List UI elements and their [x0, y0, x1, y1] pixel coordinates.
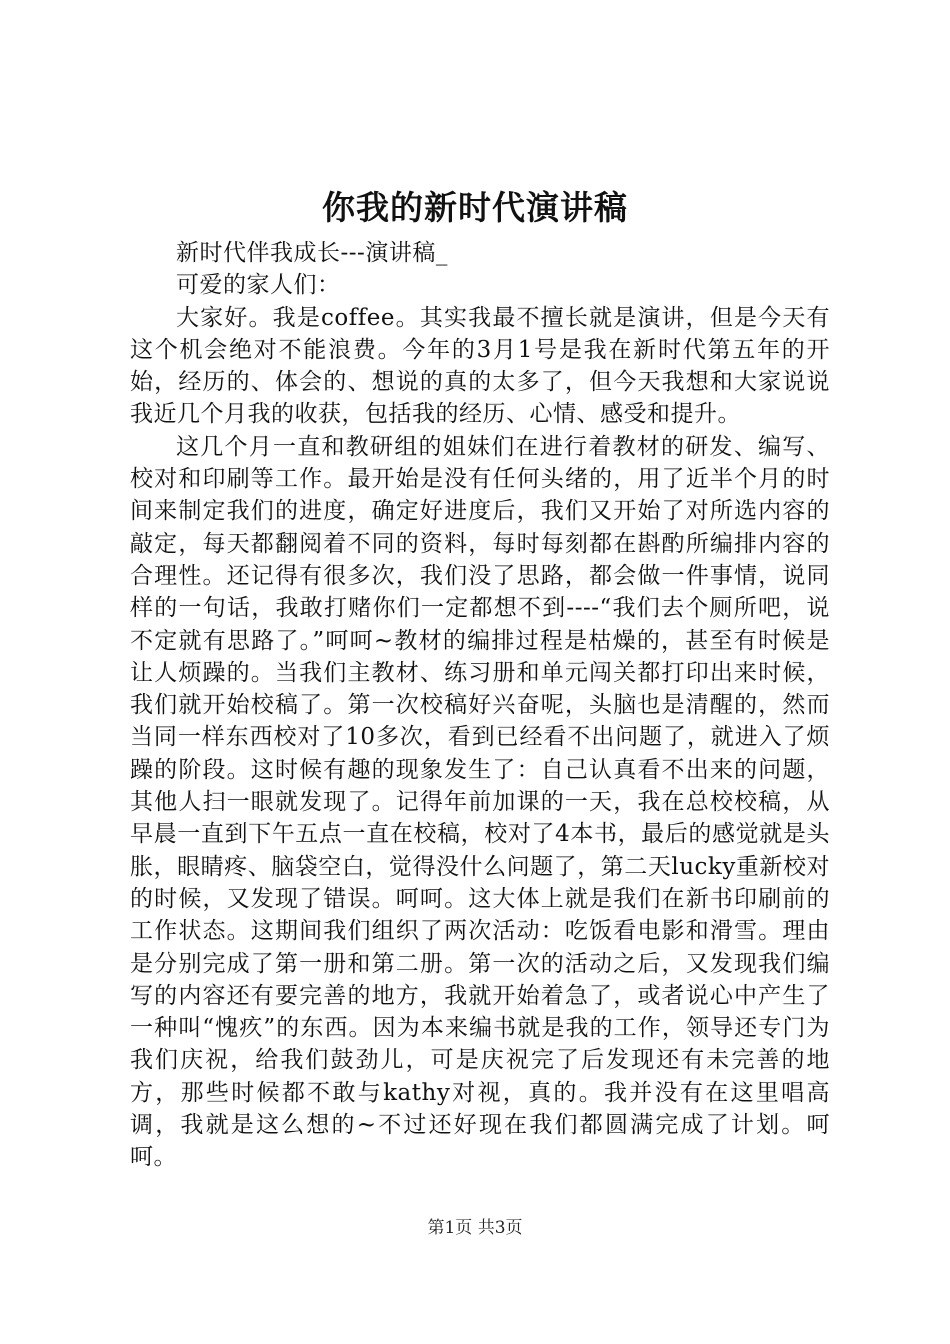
subtitle-paragraph: 新时代伴我成长---演讲稿_	[176, 240, 448, 266]
document-body	[130, 237, 830, 1174]
salutation-paragraph: 可爱的家人们：	[176, 272, 341, 299]
page-number-footer: 第1页 共3页	[427, 1218, 523, 1238]
document-title: 你我的新时代演讲稿	[322, 188, 628, 227]
body-paragraph: 这几个月一直和教研组的姐妹们在进行着教材的研发、编写、校对和印刷等工作。最开始是没有任何头绪的，用了近半个月的时间来制定我们的进度，确定好进度后，我们又开始了对所选内容的敲定，每天都翻阅着不同的资料，每时每刻都在斟酌所编排内容的合理性。还记得有很多次，我们没了思路，都会做一件事情，说同样的一句话，我敢打赌你们一定都想不到----“我们去个厕所吧，说不定就有思路了。”呵呵~教材的编排过程是枯燥的，甚至有时候是让人烦躁的。当我们主教材、练习册和单元闯关都打印出来时候，我们就开始校稿了。第一次校稿好兴奋呢，头脑也是清醒的，然而当同一样东西校对了10多次，看到已经看不出问题了，就进入了烦躁的阶段。这时候有趣的现象发生了：自己认真看不出来的问题，其他人扫一眼就发现了。记得年前加课的一天，我在总校校稿，从早晨一直到下午五点一直在校稿，校对了4本书，最后的感觉就是头胀，眼睛疼、脑袋空白，觉得没什么问题了，第二天lucky重新校对的时候，又发现了错误。呵呵。这大体上就是我们在新书印刷前的工作状态。这期间我们组织了两次活动：吃饭看电影和滑雪。理由是分别完成了第一册和第二册。第一次的活动之后，又发现我们编写的内容还有要完善的地方，我就开始着急了，或者说心中产生了一种叫“愧疚”的东西。因为本来编书就是我的工作，领导还专门为我们庆祝，给我们鼓劲儿，可是庆祝完了后发现还有未完善的地方，那些时候都不敢与kathy对视，真的。我并没有在这里唱高调，我就是这么想的~不过还好现在我们都圆满完成了计划。呵呵。	[130, 433, 830, 1171]
body-paragraph: 大家好。我是coffee。其实我最不擅长就是演讲，但是今天有这个机会绝对不能浪费。今年的3月1号是我在新时代第五年的开始，经历的、体会的、想说的真的太多了，但今天我想和大家说说我近几个月我的收获，包括我的经历、心情、感受和提升。	[130, 304, 830, 428]
